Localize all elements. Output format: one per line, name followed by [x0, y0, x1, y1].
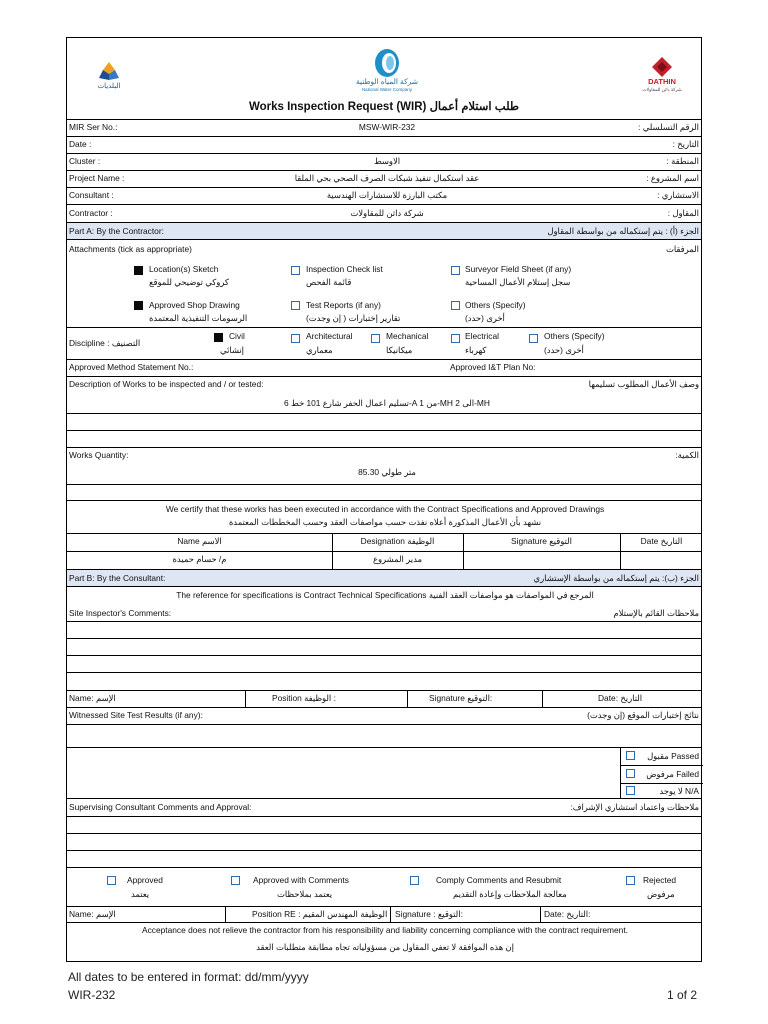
rule: [67, 798, 701, 799]
rule: [67, 724, 701, 725]
failed-label: Failed مرفوض: [646, 769, 699, 779]
inspector-position-label: Position الوظيفة :: [272, 693, 336, 703]
site-comments-label: Site Inspector's Comments:: [69, 608, 172, 618]
cluster-value: الاوسط: [373, 156, 401, 166]
rule: [67, 119, 701, 120]
rule: [67, 747, 701, 748]
certify-text-ar: نشهد بأن الأعمال المذكورة أعلاه نفذت حسب مواصفات العقد وحسب المخططات المعتمدة: [228, 517, 542, 527]
rule: [620, 783, 703, 784]
rule: [67, 359, 701, 360]
rule: [67, 170, 701, 171]
attachments-label-ar: المرفقات: [665, 244, 699, 254]
quantity-label-ar: الكمية:: [675, 450, 699, 460]
surveyor-sheet-checkbox[interactable]: [451, 266, 460, 275]
quantity-label: Works Quantity:: [69, 450, 129, 460]
date-label-ar: التاريخ :: [672, 139, 699, 149]
sign-designation-header: Designation الوظيفة: [360, 536, 435, 546]
rejected-label: Rejected: [643, 875, 677, 885]
location-sketch-checkbox[interactable]: [134, 266, 143, 275]
test-reports-label-ar: تقارير إختبارات ( إن وجدت): [306, 313, 401, 323]
rule: [67, 621, 701, 622]
passed-checkbox[interactable]: [626, 751, 635, 760]
municipality-logo-icon: [89, 60, 129, 84]
reference-text: [67, 591, 703, 601]
rule: [407, 690, 408, 707]
electrical-label: Electrical: [465, 331, 499, 341]
part-b-label: Part B: By the Consultant:: [69, 573, 166, 583]
inspection-checklist-checkbox[interactable]: [291, 266, 300, 275]
rule: [542, 690, 543, 707]
date-label: Date :: [69, 139, 92, 149]
center-logo-en: National Water Company: [361, 87, 413, 92]
test-results-label-ar: نتائج إختبارات الموقع (إن وجدت): [587, 710, 699, 720]
rule: [540, 906, 541, 922]
shop-drawing-checkbox[interactable]: [134, 301, 143, 310]
rule: [67, 447, 701, 448]
rejected-checkbox[interactable]: [626, 876, 635, 885]
left-logo-text: البلديات: [97, 83, 121, 90]
consultant-value: مكتب البارزة للاستشارات الهندسية: [326, 190, 448, 200]
consultant-label: Consultant :: [69, 190, 114, 200]
discipline-label-ar: : التصنيف: [107, 338, 141, 348]
approved-with-comments-checkbox[interactable]: [231, 876, 240, 885]
rule: [67, 413, 701, 414]
project-name-label: Project Name :: [69, 173, 125, 183]
approved-checkbox[interactable]: [107, 876, 116, 885]
discipline-label: [69, 339, 140, 349]
rule: [67, 239, 701, 240]
form-code: WIR-232: [68, 988, 116, 1002]
certify-text: We certify that these works has been executed in accordance with the Contract Specifications and Approved Drawings: [165, 504, 605, 514]
comply-resubmit-label: Comply Comments and Resubmit: [436, 875, 562, 885]
electrical-label-ar: كهرباء: [465, 345, 487, 355]
contractor-label: Contractor :: [69, 208, 113, 218]
civil-label: Civil: [229, 331, 245, 341]
inspector-signature-label: Signature التوقيع:: [429, 693, 493, 703]
description-label: Description of Works to be inspected and / or tested:: [69, 379, 264, 389]
site-comments-label-ar: ملاحظات القائم بالإستلام: [613, 608, 699, 618]
others-discipline-label: Others (Specify): [544, 331, 605, 341]
cluster-label: Cluster :: [69, 156, 101, 166]
rule: [67, 204, 701, 205]
part-a-label-ar: الجزء (أ) : يتم إستكماله من بواسطة المقاول: [547, 226, 699, 236]
reference-en: The reference for specifications is Contract Technical Specifications: [176, 590, 427, 600]
inspector-date-label: Date: التاريخ: [598, 693, 643, 703]
left-logo: [89, 60, 129, 96]
architectural-label-ar: معماري: [306, 345, 333, 355]
rule: [67, 551, 701, 552]
attachments-label: Attachments (tick as appropriate): [69, 244, 192, 254]
rule: [67, 430, 701, 431]
rule: [620, 765, 703, 766]
rule: [67, 533, 701, 534]
final-signature-label: Signature : التوقيع:: [395, 909, 463, 919]
electrical-checkbox[interactable]: [451, 334, 460, 343]
rule: [67, 153, 701, 154]
rule: [67, 586, 701, 587]
architectural-checkbox[interactable]: [291, 334, 300, 343]
inspection-checklist-label: Inspection Check list: [306, 264, 383, 274]
mir-ser-label-ar: الرقم التسلسلي :: [638, 122, 699, 132]
rejected-label-ar: مرفوض: [647, 889, 675, 899]
mir-ser-label: MIR Ser No.:: [69, 122, 118, 132]
comply-resubmit-label-ar: معالجة الملاحظات وإعادة التقديم: [453, 889, 567, 899]
center-logo: [357, 48, 417, 96]
approved-with-comments-label: Approved with Comments: [253, 875, 349, 885]
rule: [67, 816, 701, 817]
rule: [620, 747, 621, 798]
contractor-label-ar: المقاول :: [667, 208, 699, 218]
others-discipline-label-ar: أخرى (حدد): [544, 345, 584, 355]
rule: [67, 867, 701, 868]
discipline-label-en: Discipline: [69, 338, 105, 348]
na-checkbox[interactable]: [626, 786, 635, 795]
part-b-label-ar: الجزء (ب): يتم إستكماله من بواسطة الإستشاري: [533, 573, 699, 583]
location-sketch-label: Location(s) Sketch: [149, 264, 219, 274]
rule: [67, 850, 701, 851]
inspection-checklist-label-ar: قائمة الفحص: [306, 277, 352, 287]
test-results-label: Witnessed Site Test Results (if any):: [69, 710, 203, 720]
date-format-note: All dates to be entered in format: dd/mm/yyyy: [68, 970, 309, 984]
civil-label-ar: إنشائي: [220, 345, 244, 355]
rule: [67, 655, 701, 656]
rule: [225, 906, 226, 922]
approved-label: Approved: [127, 875, 163, 885]
civil-checkbox[interactable]: [214, 333, 223, 342]
method-statement-label: Approved Method Statement No.:: [69, 362, 194, 372]
architectural-label: Architectural: [306, 331, 353, 341]
mechanical-label-ar: ميكانيكا: [386, 345, 413, 355]
right-logo-sub: شركة داثن للمقاولات: [642, 87, 682, 92]
right-logo-text: DATHIN: [648, 77, 676, 86]
mechanical-label: Mechanical: [386, 331, 429, 341]
surveyor-sheet-label-ar: سجل إستلام الأعمال المساحية: [465, 277, 571, 287]
na-label: N/A لا يوجد: [659, 786, 699, 796]
test-reports-checkbox[interactable]: [291, 301, 300, 310]
title-en: Works Inspection Request (WIR): [248, 101, 427, 113]
description-label-ar: وصف الأعمال المطلوب تسليمها: [588, 379, 699, 389]
inspector-name-label: Name: الإسم: [69, 693, 116, 703]
rule: [67, 484, 701, 485]
supervising-label-ar: ملاحظات واعتماد استشاري الإشراف:: [570, 802, 699, 812]
final-position-label: Position RE : الوظيفة المهندس المقيم: [252, 909, 388, 919]
center-logo-ar: شركة المياه الوطنية: [355, 77, 419, 86]
rule: [67, 376, 701, 377]
surveyor-sheet-label: Surveyor Field Sheet (if any): [465, 264, 572, 274]
location-sketch-label-ar: كروكي توضيحي للموقع: [149, 277, 229, 287]
wir-form: [66, 37, 702, 962]
test-reports-label: Test Reports (if any): [306, 300, 381, 310]
rule: [67, 833, 701, 834]
rule: [67, 906, 701, 907]
reference-ar: المرجع في المواصفات هو مواصفات العقد الفنية: [428, 590, 594, 600]
rule: [67, 136, 701, 137]
others-attachment-label-ar: أخرى (حدد): [465, 313, 505, 323]
rule: [67, 707, 701, 708]
rule: [390, 906, 391, 922]
dathin-logo-icon: [639, 56, 685, 78]
others-discipline-checkbox[interactable]: [529, 334, 538, 343]
itp-label: Approved I&T Plan No:: [450, 362, 536, 372]
shop-drawing-label: Approved Shop Drawing: [149, 300, 240, 310]
failed-checkbox[interactable]: [626, 769, 635, 778]
rule: [67, 922, 701, 923]
shop-drawing-label-ar: الرسومات التنفيذية المعتمدة: [149, 313, 248, 323]
rule: [245, 690, 246, 707]
right-logo: [639, 56, 685, 96]
contractor-value: شركة داثن للمقاولات: [350, 208, 424, 218]
approved-with-comments-label-ar: يعتمد بملاحظات: [277, 889, 333, 899]
project-name-label-ar: اسم المشروع :: [646, 173, 699, 183]
sign-signature-header: Signature التوقيع: [511, 536, 572, 546]
rule: [67, 500, 701, 501]
project-name-value: عقد استكمال تنفيذ شبكات الصرف الصحي بحي الملقا: [294, 173, 480, 183]
rule: [67, 638, 701, 639]
cluster-label-ar: المنطقة :: [666, 156, 699, 166]
supervising-label: Supervising Consultant Comments and Approval:: [69, 802, 252, 812]
acceptance-text-ar: إن هذه الموافقة لا تعفي المقاول من مسؤولياته تجاه مطابقة متطلبات العقد: [256, 942, 514, 952]
form-title: [67, 99, 701, 113]
passed-label: Passed مقبول: [647, 751, 699, 761]
comply-resubmit-checkbox[interactable]: [410, 876, 419, 885]
final-name-label: Name: الإسم: [69, 909, 116, 919]
others-attachment-label: Others (Specify): [465, 300, 526, 310]
sign-date-header: Date التاريخ: [640, 536, 683, 546]
sign-name-header: Name الاسم: [177, 536, 222, 546]
acceptance-text: Acceptance does not relieve the contractor from his responsibility and liability concerning compliance with the contract requirement.: [142, 925, 628, 935]
page-number: 1 of 2: [667, 988, 698, 1002]
water-drop-logo-icon: [357, 48, 417, 78]
consultant-label-ar: الاستشاري :: [657, 190, 699, 200]
quantity-value: 85.30 متر طولي: [358, 467, 416, 477]
mir-ser-value: MSW-WIR-232: [358, 122, 416, 132]
mechanical-checkbox[interactable]: [371, 334, 380, 343]
others-attachment-checkbox[interactable]: [451, 301, 460, 310]
description-value: تسليم اعمال الحفر شارع 101 خط 6-A من 1-MH الى 2-MH: [284, 398, 490, 408]
rule: [67, 672, 701, 673]
rule: [67, 327, 701, 328]
final-date-label: Date: التاريخ:: [544, 909, 591, 919]
sign-designation-value: مدير المشروع: [372, 554, 422, 564]
rule: [67, 187, 701, 188]
rule: [67, 690, 701, 691]
part-a-label: Part A: By the Contractor:: [69, 226, 164, 236]
approved-label-ar: يعتمد: [131, 889, 150, 899]
title-ar: طلب استلام أعمال: [429, 101, 520, 113]
sign-name-value: م/ حسام حميدة: [172, 554, 227, 564]
